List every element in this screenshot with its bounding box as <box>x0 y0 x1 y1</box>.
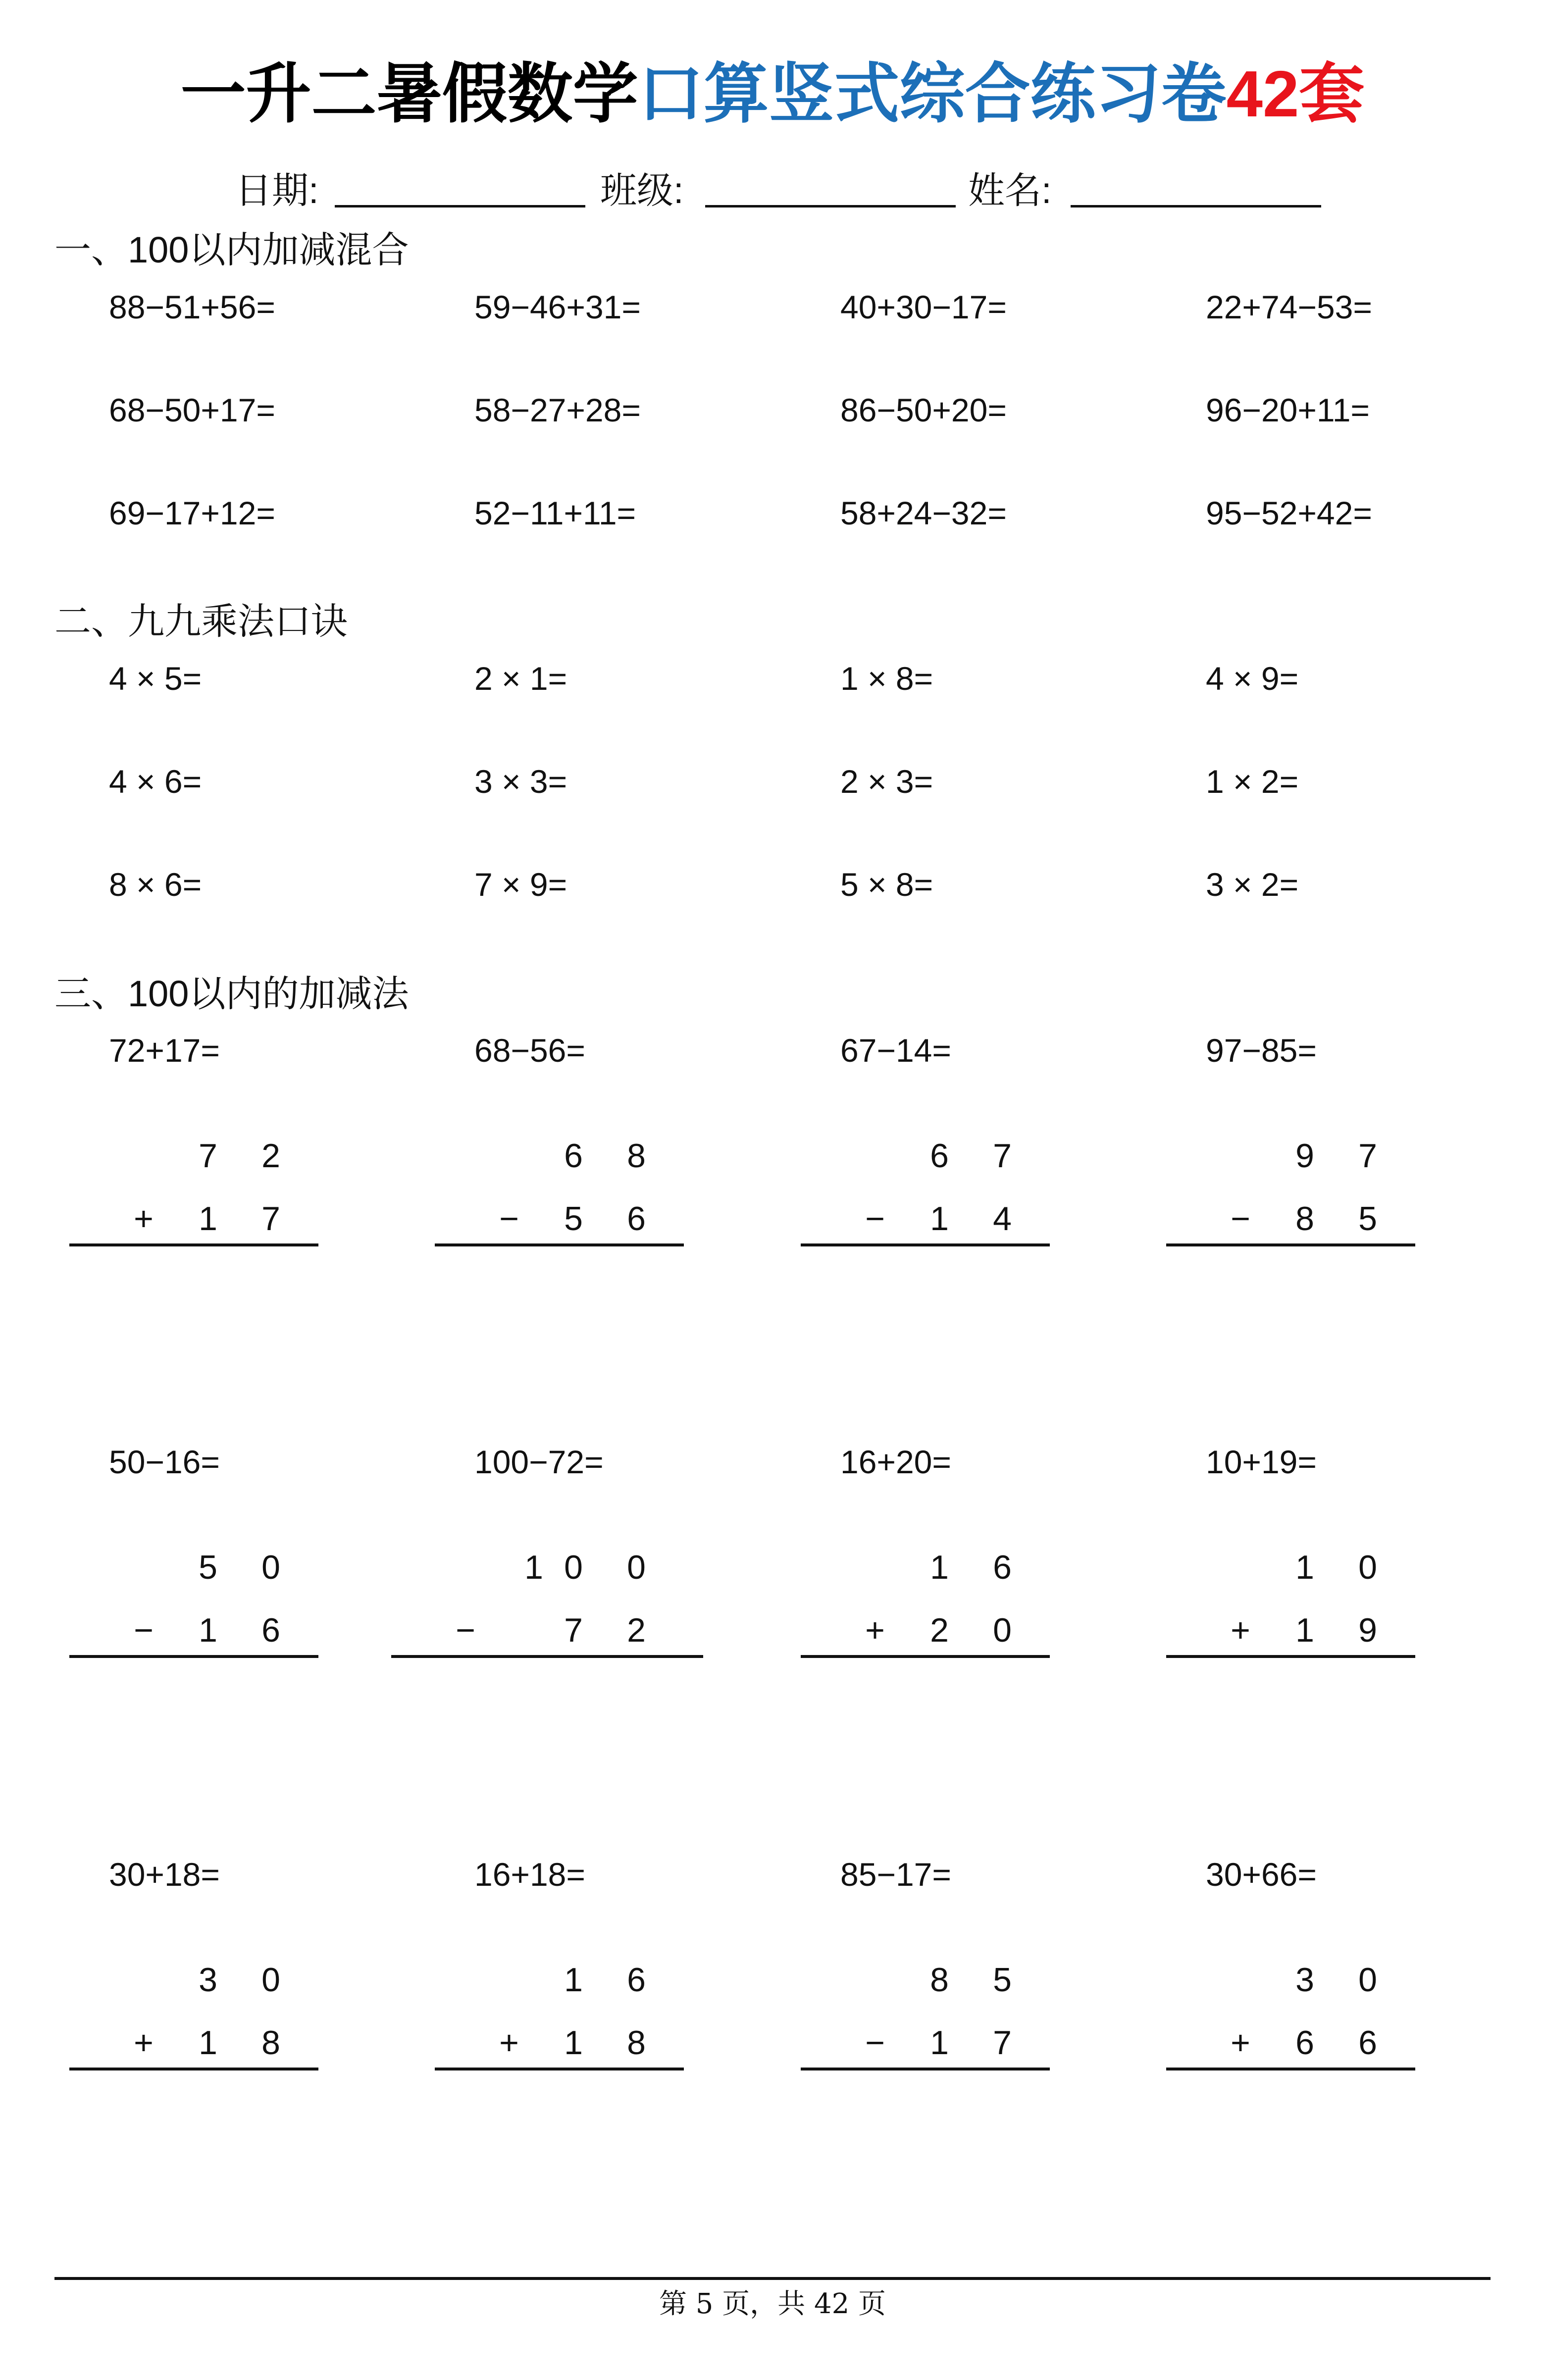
top-digit: 1 <box>564 1961 583 1999</box>
top-digit: 6 <box>930 1137 949 1175</box>
bottom-digit: 2 <box>627 1611 646 1649</box>
bottom-digit: 2 <box>930 1611 949 1649</box>
date-label: 日期: <box>235 170 319 211</box>
bottom-digit: 6 <box>261 1611 280 1649</box>
title-part-red: 42套 <box>1226 57 1365 130</box>
bottom-digit: 5 <box>1358 1200 1377 1238</box>
bottom-digit: 1 <box>930 2024 949 2062</box>
bottom-digit: 6 <box>1295 2024 1314 2062</box>
expression-10: 16+18= <box>474 1856 585 1893</box>
question-1-11: 58+24−32= <box>840 495 1007 531</box>
expression-4: 97−85= <box>1206 1032 1317 1069</box>
answer-line <box>391 1655 703 1658</box>
bottom-digit: 7 <box>261 1200 280 1238</box>
operator-sign: + <box>1231 2024 1250 2062</box>
section-title-2: 二、九九乘法口诀 <box>54 601 348 642</box>
class-blank[interactable] <box>705 205 956 207</box>
bottom-digit: 5 <box>564 1200 583 1238</box>
question-1-3: 40+30−17= <box>840 289 1007 325</box>
answer-line <box>69 1243 318 1246</box>
title-part-blue: 口算竖式综合练习卷 <box>638 55 1227 132</box>
question-2-1: 4 × 5= <box>109 660 202 697</box>
operator-sign: + <box>134 1200 154 1238</box>
bottom-digit: 1 <box>1295 1611 1314 1649</box>
top-digit: 9 <box>1295 1137 1314 1175</box>
question-2-9: 8 × 6= <box>109 866 202 903</box>
top-digit: 6 <box>627 1961 646 1999</box>
top-digit: 1 <box>524 1549 543 1586</box>
answer-line <box>69 1655 318 1658</box>
page-title <box>0 54 1545 134</box>
operator-sign: + <box>865 1611 885 1649</box>
bottom-digit: 8 <box>627 2024 646 2062</box>
operator-sign: − <box>865 1200 885 1238</box>
question-1-7: 86−50+20= <box>840 392 1007 428</box>
question-1-4: 22+74−53= <box>1206 289 1372 325</box>
answer-line <box>435 2068 684 2070</box>
expression-2: 68−56= <box>474 1032 585 1069</box>
question-2-4: 4 × 9= <box>1206 660 1299 697</box>
bottom-digit: 1 <box>199 1611 217 1649</box>
question-1-8: 96−20+11= <box>1206 392 1370 428</box>
answer-line <box>801 1655 1050 1658</box>
question-1-5: 68−50+17= <box>109 392 275 428</box>
answer-line <box>1166 2068 1415 2070</box>
answer-line <box>435 1243 684 1246</box>
question-1-10: 52−11+11= <box>474 495 636 531</box>
footer-divider <box>54 2277 1491 2280</box>
expression-12: 30+66= <box>1206 1856 1317 1893</box>
top-digit: 0 <box>627 1549 646 1586</box>
top-digit: 1 <box>930 1549 949 1586</box>
question-2-3: 1 × 8= <box>840 660 933 697</box>
top-digit: 0 <box>1358 1961 1377 1999</box>
bottom-digit: 4 <box>993 1200 1012 1238</box>
operator-sign: + <box>134 2024 154 2062</box>
top-digit: 3 <box>199 1961 217 1999</box>
question-2-12: 3 × 2= <box>1206 866 1299 903</box>
answer-line <box>1166 1655 1415 1658</box>
top-digit: 7 <box>1358 1137 1377 1175</box>
question-2-10: 7 × 9= <box>474 866 567 903</box>
question-2-5: 4 × 6= <box>109 763 202 800</box>
top-digit: 0 <box>564 1549 583 1586</box>
top-digit: 8 <box>627 1137 646 1175</box>
answer-line <box>1166 1243 1415 1246</box>
expression-8: 10+19= <box>1206 1444 1317 1480</box>
bottom-digit: 8 <box>261 2024 280 2062</box>
top-digit: 5 <box>199 1549 217 1586</box>
bottom-digit: 1 <box>930 1200 949 1238</box>
bottom-digit: 6 <box>627 1200 646 1238</box>
section-title-3: 三、100以内的加减法 <box>54 973 409 1014</box>
top-digit: 6 <box>993 1549 1012 1586</box>
expression-7: 16+20= <box>840 1444 951 1480</box>
top-digit: 1 <box>1295 1549 1314 1586</box>
question-1-12: 95−52+42= <box>1206 495 1372 531</box>
operator-sign: − <box>865 2024 885 2062</box>
top-digit: 7 <box>993 1137 1012 1175</box>
question-2-6: 3 × 3= <box>474 763 567 800</box>
expression-6: 100−72= <box>474 1444 604 1480</box>
answer-line <box>69 2068 318 2070</box>
operator-sign: + <box>1231 1611 1250 1649</box>
operator-sign: − <box>456 1611 475 1649</box>
question-2-11: 5 × 8= <box>840 866 933 903</box>
operator-sign: − <box>1231 1200 1250 1238</box>
expression-11: 85−17= <box>840 1856 951 1893</box>
question-2-8: 1 × 2= <box>1206 763 1299 800</box>
bottom-digit: 9 <box>1358 1611 1377 1649</box>
bottom-digit: 1 <box>564 2024 583 2062</box>
answer-line <box>801 2068 1050 2070</box>
question-1-9: 69−17+12= <box>109 495 275 531</box>
page-number: 第 5 页，共 42 页 <box>659 2288 886 2320</box>
top-digit: 0 <box>261 1549 280 1586</box>
question-2-7: 2 × 3= <box>840 763 933 800</box>
bottom-digit: 6 <box>1358 2024 1377 2062</box>
top-digit: 7 <box>199 1137 217 1175</box>
name-label: 姓名: <box>968 170 1052 211</box>
date-blank[interactable] <box>335 205 585 207</box>
top-digit: 0 <box>261 1961 280 1999</box>
question-2-2: 2 × 1= <box>474 660 567 697</box>
operator-sign: + <box>499 2024 519 2062</box>
bottom-digit: 7 <box>993 2024 1012 2062</box>
top-digit: 8 <box>930 1961 949 1999</box>
top-digit: 0 <box>1358 1549 1377 1586</box>
class-label: 班级: <box>600 170 684 211</box>
top-digit: 5 <box>993 1961 1012 1999</box>
expression-1: 72+17= <box>109 1032 220 1069</box>
top-digit: 2 <box>261 1137 280 1175</box>
bottom-digit: 1 <box>199 1200 217 1238</box>
top-digit: 6 <box>564 1137 583 1175</box>
bottom-digit: 0 <box>993 1611 1012 1649</box>
question-1-1: 88−51+56= <box>109 289 275 325</box>
top-digit: 3 <box>1295 1961 1314 1999</box>
bottom-digit: 7 <box>564 1611 583 1649</box>
answer-line <box>801 1243 1050 1246</box>
name-blank[interactable] <box>1071 205 1321 207</box>
operator-sign: − <box>134 1611 154 1649</box>
expression-9: 30+18= <box>109 1856 220 1893</box>
title-part-black: 一升二暑假数学 <box>180 55 638 132</box>
expression-3: 67−14= <box>840 1032 951 1069</box>
bottom-digit: 1 <box>199 2024 217 2062</box>
section-title-1: 一、100以内加减混合 <box>54 229 409 270</box>
question-1-6: 58−27+28= <box>474 392 641 428</box>
question-1-2: 59−46+31= <box>474 289 641 325</box>
operator-sign: − <box>499 1200 519 1238</box>
expression-5: 50−16= <box>109 1444 220 1480</box>
bottom-digit: 8 <box>1295 1200 1314 1238</box>
